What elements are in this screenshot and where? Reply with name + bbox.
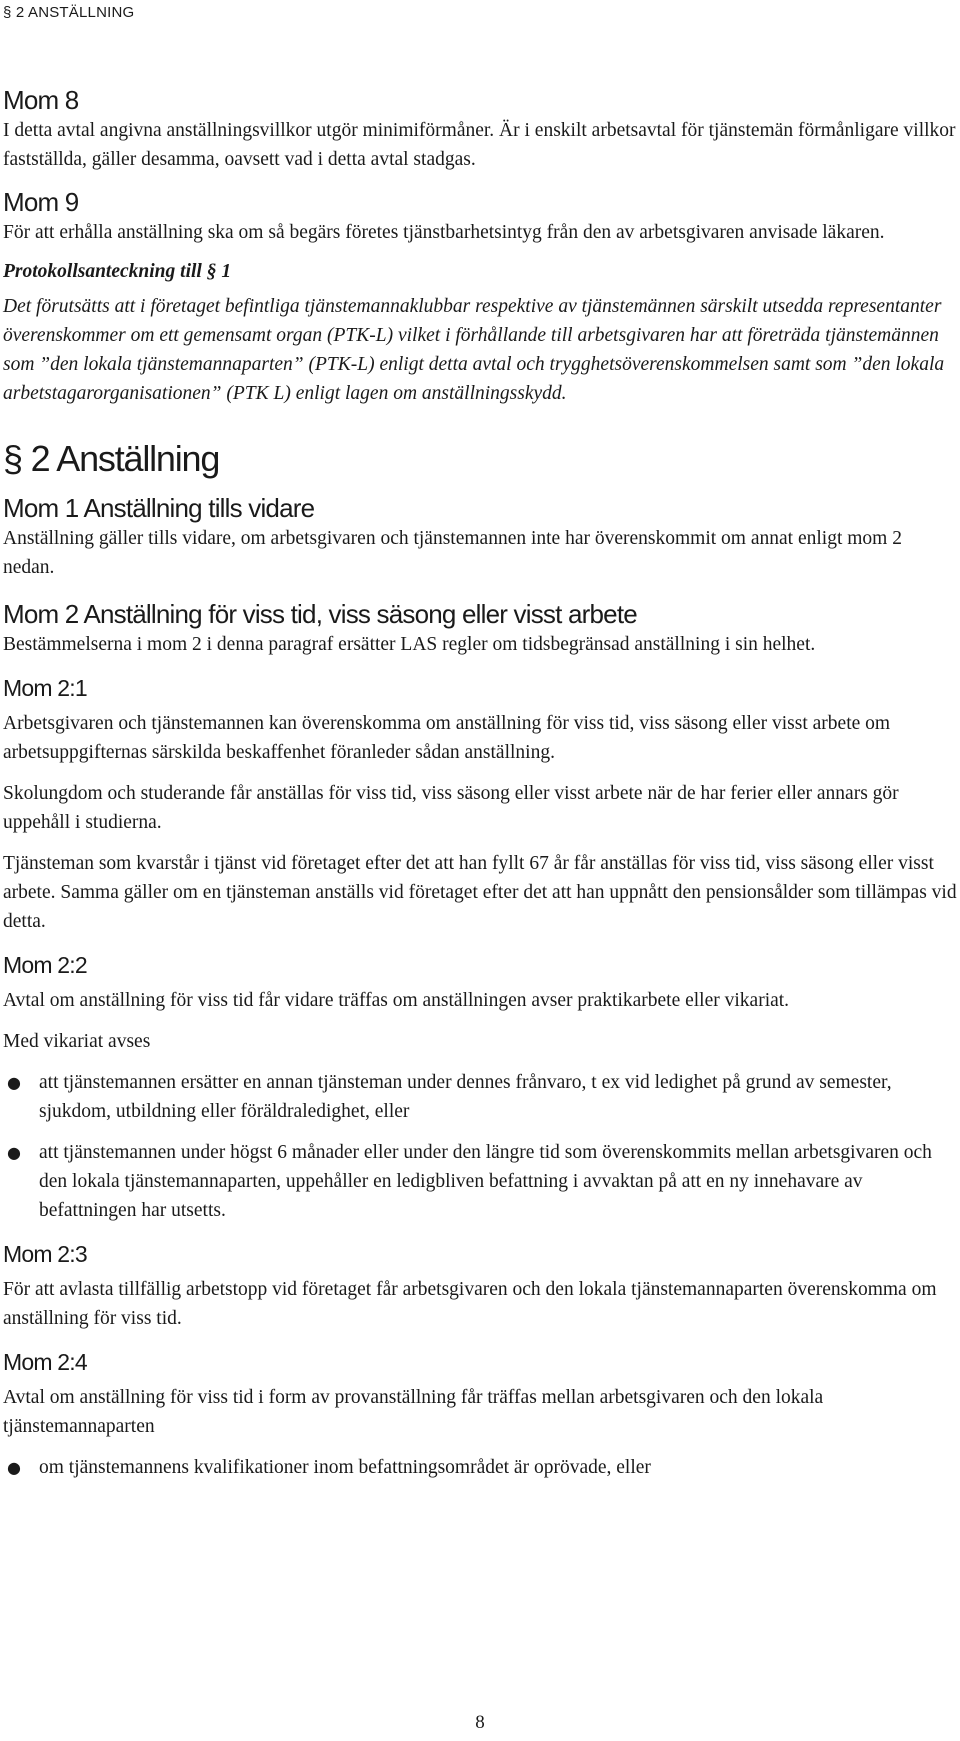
running-header: § 2 ANSTÄLLNING <box>3 4 135 21</box>
mom8-text: I detta avtal angivna anställningsvillkor utgör minimiförmåner. Är i enskilt arbetsavtal för tjänstemän förmånligare villkor fastställda, gäller desamma, oavsett vad i detta avtal stadgas. <box>3 120 956 170</box>
mom9-text: För att erhålla anställning ska om så begärs företes tjänstbarhetsintyg från den av arbetsgivaren anvisade läkaren. <box>3 222 885 243</box>
mom2-1-heading: Mom 2:1 <box>3 675 87 701</box>
mom2-3-text: För att avlasta tillfällig arbetstopp vid företaget får arbetsgivaren och den lokala tjänstemannaparten överenskomma om anställning för viss tid. <box>3 1279 937 1329</box>
mom2-1-paragraph: Arbetsgivaren och tjänstemannen kan överenskomma om anställning för viss tid, viss säsong eller visst arbete om arbetsuppgifternas särskilda beskaffenhet föranleder sådan anställning. <box>3 713 891 763</box>
mom1-text: Anställning gäller tills vidare, om arbetsgivaren och tjänstemannen inte har överenskommit om annat enligt mom 2 nedan. <box>3 528 902 578</box>
list-item-text: om tjänstemannens kvalifikationer inom befattningsområdet är oprövade, eller <box>39 1457 651 1478</box>
section-heading: § 2 Anställning <box>3 438 220 479</box>
mom2-4-text: Avtal om anställning för viss tid i form av provanställning får träffas mellan arbetsgivaren och den lokala tjänstemannaparten <box>3 1387 824 1437</box>
mom2-text: Bestämmelserna i mom 2 i denna paragraf ersätter LAS regler om tidsbegränsad anställning i sin helhet. <box>3 634 816 655</box>
mom2-1-paragraph: Skolungdom och studerande får anställas för viss tid, viss säsong eller visst arbete när de har ferier eller annars gör uppehåll i studierna. <box>3 783 899 833</box>
mom2-2-heading: Mom 2:2 <box>3 952 87 978</box>
document-content <box>3 84 957 1482</box>
page-number: 8 <box>475 1712 485 1733</box>
mom1-heading: Mom 1 Anställning tills vidare <box>3 493 315 523</box>
protocol-note-text: Det förutsätts att i företaget befintliga tjänstemannaklubbar respektive av tjänstemännen särskilt utsedda representanter överenskommer om ett gemensamt organ (PTK-L) vilket i förhållande till arbetsgivaren har att företräda tjänstemännen som ”den lokala tjänstemannaparten” (PTK-L) enligt detta avtal och trygghetsöverenskommelsen samt som ”den lokala arbetstagarorganisationen” (PTK L) enligt lagen om anställningsskydd. <box>3 296 945 404</box>
mom2-3-heading: Mom 2:3 <box>3 1241 87 1267</box>
list-item <box>3 1138 957 1225</box>
list-item-text: att tjänstemannen under högst 6 månader eller under den längre tid som överenskommits mellan arbetsgivaren och den lokala tjänstemannaparten, uppehåller en ledigbliven befattning i avvaktan på att en ny innehavare av befattningen har utsetts. <box>39 1142 932 1221</box>
mom2-4-heading: Mom 2:4 <box>3 1349 87 1375</box>
mom8-heading: Mom 8 <box>3 85 79 115</box>
mom2-2-text: Avtal om anställning för viss tid får vidare träffas om anställningen avser praktikarbete eller vikariat. <box>3 990 790 1011</box>
protocol-note-heading: Protokollsanteckning till § 1 <box>3 261 232 282</box>
mom2-1-paragraph: Tjänsteman som kvarstår i tjänst vid företaget efter det att han fyllt 67 år får anställas för viss tid, viss säsong eller visst arbete. Samma gäller om en tjänsteman anställs vid företaget efter det att han uppnått den pensionsålder som tillämpas vid detta. <box>3 853 957 932</box>
list-item <box>3 1068 957 1126</box>
bullet-icon: ● <box>7 1143 21 1162</box>
bullet-icon: ● <box>7 1073 21 1092</box>
mom2-2-lead: Med vikariat avses <box>3 1031 151 1052</box>
vikariat-list <box>3 1068 957 1225</box>
provanstallning-list <box>3 1453 957 1482</box>
list-item-text: att tjänstemannen ersätter en annan tjänsteman under dennes frånvaro, t ex vid ledighet på grund av semester, sjukdom, utbildning eller föräldraledighet, eller <box>39 1072 892 1122</box>
list-item <box>3 1453 957 1482</box>
mom2-heading: Mom 2 Anställning för viss tid, viss säsong eller visst arbete <box>3 599 637 629</box>
mom9-heading: Mom 9 <box>3 187 79 217</box>
bullet-icon: ● <box>7 1458 21 1477</box>
